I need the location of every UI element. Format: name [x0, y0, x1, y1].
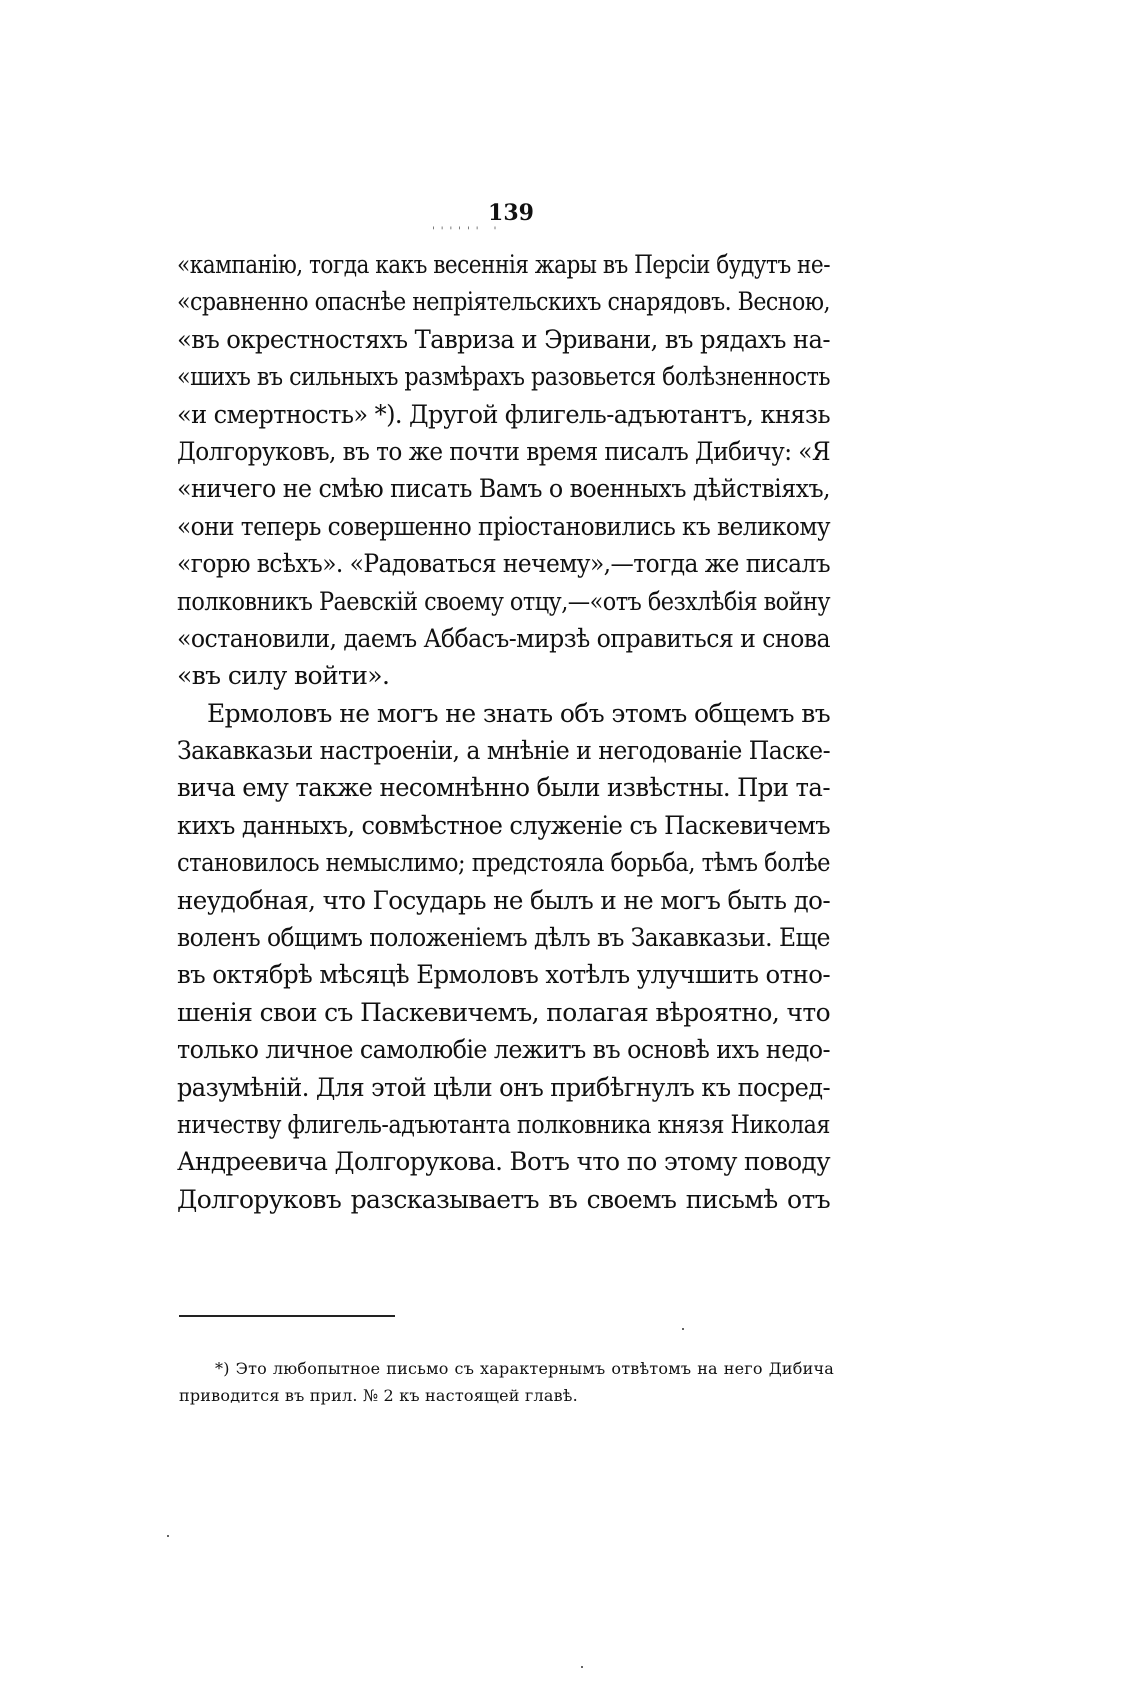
text-line: «они теперь совершенно пріостановились къ великому: [177, 511, 830, 541]
text-line: Андреевича Долгорукова. Вотъ что по этому поводу: [177, 1147, 831, 1177]
footnote-line: *) Это любопытное письмо съ характернымъ отвѣтомъ на него Дибича: [215, 1359, 834, 1378]
page-number: 139: [488, 200, 534, 226]
text-line: Долгоруковъ разсказываетъ въ своемъ письмѣ отъ: [177, 1184, 830, 1214]
page-number-marks: '''''' ': [432, 226, 503, 237]
text-line: Долгоруковъ, въ то же почти время писалъ Дибичу: «Я: [177, 436, 831, 466]
text-line: становилось немыслимо; предстояла борьба, тѣмъ болѣе: [177, 848, 830, 878]
text-line: разумѣній. Для этой цѣли онъ прибѣгнулъ къ посред-: [177, 1072, 831, 1102]
text-line: «ничего не смѣю писать Вамъ о военныхъ дѣйствіяхъ,: [177, 474, 831, 504]
scan-speck: [682, 1328, 684, 1330]
text-line: Закавказьи настроеніи, а мнѣніе и негодованіе Паске-: [177, 736, 831, 766]
text-line: полковникъ Раевскій своему отцу,—«отъ безхлѣбія войну: [177, 586, 831, 616]
text-line: вича ему также несомнѣнно были извѣстны. При та-: [177, 773, 830, 803]
paragraph-start-line: Ермоловъ не могъ не знать объ этомъ общемъ въ: [207, 698, 831, 728]
text-line: «шихъ въ сильныхъ размѣрахъ разовьется болѣзненность: [177, 362, 831, 392]
text-line: «кампанію, тогда какъ весеннія жары въ Персіи будутъ не-: [177, 250, 831, 279]
text-line: «горю всѣхъ». «Радоваться нечему»,—тогда же писалъ: [177, 549, 831, 579]
text-line: неудобная, что Государь не былъ и не могъ быть до-: [177, 885, 831, 915]
text-line: воленъ общимъ положеніемъ дѣлъ въ Закавказьи. Еще: [177, 923, 830, 953]
text-line: «остановили, даемъ Аббасъ-мирзѣ оправиться и снова: [177, 623, 830, 653]
scan-speck: [167, 1535, 169, 1537]
text-line: «въ окрестностяхъ Тавриза и Эривани, въ рядахъ на-: [177, 324, 830, 354]
text-line: ничеству флигель-адъютанта полковника князя Николая: [177, 1109, 830, 1139]
text-line: шенія свои съ Паскевичемъ, полагая вѣроятно, что: [177, 997, 830, 1027]
text-line: «въ силу войти».: [177, 661, 390, 691]
footnote-divider: [179, 1315, 395, 1317]
text-line: кихъ данныхъ, совмѣстное служеніе съ Паскевичемъ: [177, 810, 831, 840]
text-line: только личное самолюбіе лежитъ въ основѣ ихъ недо-: [177, 1035, 830, 1065]
body-text: [177, 246, 830, 1218]
footnote: [179, 1355, 834, 1409]
text-line: «и смертность» *). Другой флигель-адъютантъ, князь: [177, 399, 830, 429]
text-line: въ октябрѣ мѣсяцѣ Ермоловъ хотѣлъ улучшить отно-: [177, 960, 831, 990]
text-line: «сравненно опаснѣе непріятельскихъ снарядовъ. Весною,: [177, 287, 831, 317]
footnote-line: приводится въ прил. № 2 къ настоящей главѣ.: [179, 1386, 578, 1405]
scan-speck: [581, 1666, 583, 1668]
